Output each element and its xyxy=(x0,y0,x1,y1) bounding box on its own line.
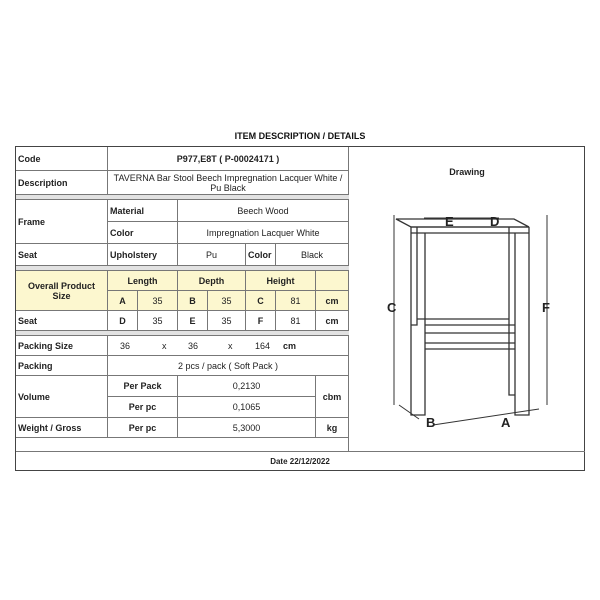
packing-size-label: Packing Size xyxy=(16,336,108,356)
packing-x2: x xyxy=(228,340,233,351)
label-a: A xyxy=(501,415,511,430)
volume-per-pc-value: 0,1065 xyxy=(178,397,316,418)
description-value: TAVERNA Bar Stool Beech Impregnation Lacquer White / Pu Black xyxy=(108,171,349,195)
label-c: C xyxy=(387,300,397,315)
blank-row xyxy=(16,438,349,452)
volume-per-pc-label: Per pc xyxy=(108,397,178,418)
spec-table xyxy=(15,146,585,471)
seat-unit: cm xyxy=(316,311,349,331)
volume-per-pack-label: Per Pack xyxy=(108,376,178,397)
document-title: ITEM DESCRIPTION / DETAILS xyxy=(234,131,366,141)
label-f: F xyxy=(542,300,550,315)
frame-label: Frame xyxy=(16,200,108,244)
header-filler xyxy=(316,271,349,291)
packing-value: 2 pcs / pack ( Soft Pack ) xyxy=(108,356,349,376)
footer-date: Date 22/12/2022 xyxy=(270,456,330,466)
weight-value: 5,3000 xyxy=(178,418,316,438)
dim-f-value: 81 xyxy=(276,311,316,331)
drawing-panel xyxy=(349,147,585,452)
drawing-title: Drawing xyxy=(449,167,485,177)
label-e: E xyxy=(445,214,454,229)
code-label: Code xyxy=(16,147,108,171)
volume-per-pack-value: 0,2130 xyxy=(178,376,316,397)
volume-label: Volume xyxy=(16,376,108,418)
dim-b-value: 35 xyxy=(208,291,246,311)
dim-d-value: 35 xyxy=(138,311,178,331)
height-header: Height xyxy=(246,271,316,291)
stool-drawing xyxy=(349,147,585,452)
weight-label: Weight / Gross xyxy=(16,418,108,438)
dim-e-letter: E xyxy=(178,311,208,331)
dim-a-letter: A xyxy=(108,291,138,311)
seat-color-value: Black xyxy=(276,244,349,266)
packing-x1: x xyxy=(162,340,167,351)
label-d: D xyxy=(490,214,500,229)
frame-color-value: Impregnation Lacquer White xyxy=(178,222,349,244)
upholstery-label: Upholstery xyxy=(108,244,178,266)
dim-d-letter: D xyxy=(108,311,138,331)
packing-width: 36 xyxy=(188,340,199,351)
material-label: Material xyxy=(108,200,178,222)
overall-product-size-label: Overall Product Size xyxy=(16,271,108,311)
stool-outline xyxy=(396,219,529,415)
dim-f-letter: F xyxy=(246,311,276,331)
dim-c-value: 81 xyxy=(276,291,316,311)
label-b: B xyxy=(426,415,436,430)
length-header: Length xyxy=(108,271,178,291)
overall-unit: cm xyxy=(316,291,349,311)
packing-unit: cm xyxy=(283,340,297,351)
depth-header: Depth xyxy=(178,271,246,291)
dim-a-value: 35 xyxy=(138,291,178,311)
material-value: Beech Wood xyxy=(178,200,349,222)
weight-unit: kg xyxy=(316,418,349,438)
description-label: Description xyxy=(16,171,108,195)
seat-color-label: Color xyxy=(246,244,276,266)
frame-color-label: Color xyxy=(108,222,178,244)
upholstery-value: Pu xyxy=(178,244,246,266)
packing-size-values xyxy=(108,336,349,356)
seat-dim-label: Seat xyxy=(16,311,108,331)
code-value: P977,E8T ( P-00024171 ) xyxy=(108,147,349,171)
dim-b-letter: B xyxy=(178,291,208,311)
volume-unit: cbm xyxy=(316,376,349,418)
seat-label: Seat xyxy=(16,244,108,266)
packing-length: 36 xyxy=(120,340,131,351)
weight-per-pc-label: Per pc xyxy=(108,418,178,438)
packing-label: Packing xyxy=(16,356,108,376)
packing-height: 164 xyxy=(255,340,271,351)
dim-e-value: 35 xyxy=(208,311,246,331)
dim-c-letter: C xyxy=(246,291,276,311)
